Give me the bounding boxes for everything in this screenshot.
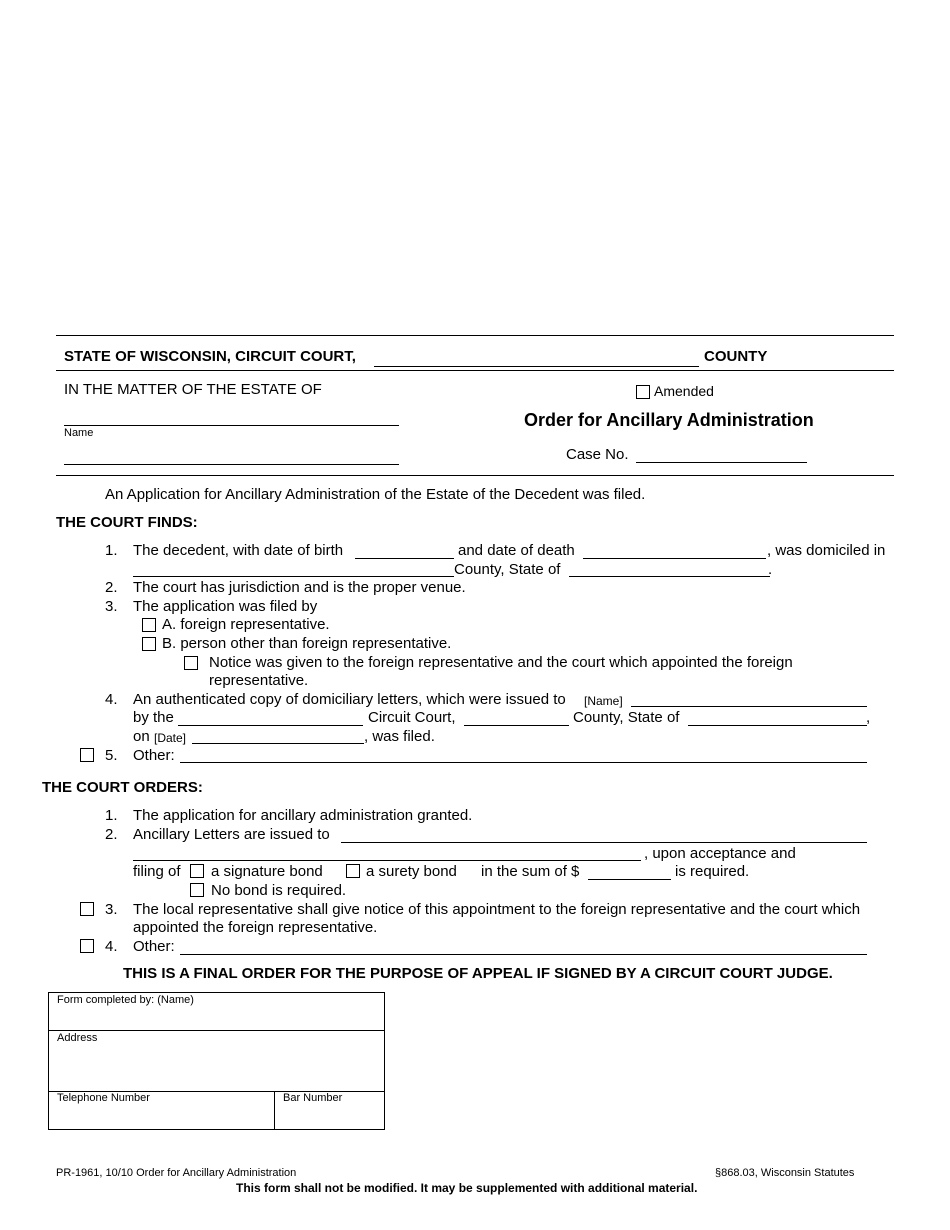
finding-3-number: 3.: [105, 598, 118, 615]
order-2-filing-of: filing of: [133, 863, 181, 880]
case-no-label: Case No.: [566, 446, 629, 463]
finding-1-text-e: .: [768, 561, 773, 578]
finding-4-on: on: [133, 728, 150, 745]
order-1-number: 1.: [105, 807, 118, 824]
completed-by-box: [48, 992, 385, 1130]
statute-reference: §868.03, Wisconsin Statutes: [715, 1167, 855, 1179]
caption-mid-rule: [56, 370, 894, 371]
other-person-checkbox[interactable]: [142, 637, 156, 651]
intro-text: An Application for Ancillary Administration of the Estate of the Decedent was filed.: [105, 486, 646, 503]
order-2-text-b: , upon acceptance and: [644, 845, 796, 862]
date-hint: [Date]: [154, 731, 187, 745]
order-2-text-a: Ancillary Letters are issued to: [133, 826, 330, 843]
name-caption: Name: [64, 427, 94, 439]
order-4-checkbox[interactable]: [80, 939, 94, 953]
domicile-county-field[interactable]: [133, 576, 454, 577]
decedent-name-field[interactable]: [64, 425, 399, 426]
order-4-number: 4.: [105, 938, 118, 955]
letters-issued-to-name-field-2[interactable]: [133, 860, 641, 861]
surety-bond-checkbox[interactable]: [346, 864, 360, 878]
case-no-field[interactable]: [636, 462, 807, 463]
surety-bond-label: a surety bond: [366, 863, 457, 880]
finding-5-label: Other:: [133, 747, 175, 764]
finding-2-text: The court has jurisdiction and is the proper venue.: [133, 579, 466, 596]
final-order-notice: THIS IS A FINAL ORDER FOR THE PURPOSE OF APPEAL IF SIGNED BY A CIRCUIT COURT JUDGE.: [123, 965, 833, 982]
signature-bond-label: a signature bond: [211, 863, 323, 880]
county-label: COUNTY: [704, 348, 768, 365]
finding-5-checkbox[interactable]: [80, 748, 94, 762]
county-name-field[interactable]: [374, 366, 699, 367]
other-person-label: B. person other than foreign representative.: [162, 635, 452, 652]
page-title: Order for Ancillary Administration: [524, 410, 814, 430]
notice-given-checkbox[interactable]: [184, 656, 198, 670]
finding-1-text-d: County, State of: [454, 561, 561, 578]
finding-2-number: 2.: [105, 579, 118, 596]
order-other-field[interactable]: [180, 954, 867, 955]
finding-4-comma: ,: [866, 709, 871, 726]
completed-by-bar-label: Bar Number: [283, 1092, 343, 1104]
domicile-state-field[interactable]: [569, 576, 770, 577]
notice-given-label-1: Notice was given to the foreign representative and the court which appointed the foreign: [209, 654, 793, 671]
letters-issued-to-field[interactable]: [631, 706, 867, 707]
decedent-name-field-2[interactable]: [64, 464, 399, 465]
amended-checkbox[interactable]: [636, 385, 650, 399]
order-1-text: The application for ancillary administration granted.: [133, 807, 473, 824]
finding-4-text-a: An authenticated copy of domiciliary letters, which were issued to: [133, 691, 566, 708]
order-3-text-1: The local representative shall give notice of this appointment to the foreign representative and the court which: [133, 901, 861, 918]
caption-bottom-rule: [56, 475, 894, 476]
finding-3-text: The application was filed by: [133, 598, 318, 615]
form-identifier: PR-1961, 10/10 Order for Ancillary Administration: [56, 1167, 297, 1179]
letters-issued-to-name-field[interactable]: [341, 842, 867, 843]
orders-heading: THE COURT ORDERS:: [42, 779, 203, 796]
issuing-court-field[interactable]: [178, 725, 363, 726]
signature-bond-checkbox[interactable]: [190, 864, 204, 878]
no-bond-checkbox[interactable]: [190, 883, 204, 897]
death-date-field[interactable]: [583, 558, 766, 559]
bond-required-label: is required.: [675, 863, 750, 880]
order-3-text-2: appointed the foreign representative.: [133, 919, 378, 936]
finding-4-number: 4.: [105, 691, 118, 708]
completed-by-name-label: Form completed by: (Name): [57, 994, 194, 1006]
completed-by-divider-1: [48, 1030, 385, 1031]
finding-4-circuit-court: Circuit Court,: [368, 709, 456, 726]
finding-4-by-the: by the: [133, 709, 174, 726]
finding-1-text-c: , was domiciled in: [767, 542, 886, 559]
order-4-label: Other:: [133, 938, 175, 955]
order-2-number: 2.: [105, 826, 118, 843]
findings-heading: THE COURT FINDS:: [56, 514, 198, 531]
foreign-representative-label: A. foreign representative.: [162, 616, 330, 633]
finding-1-text-a: The decedent, with date of birth: [133, 542, 344, 559]
amended-label: Amended: [654, 383, 714, 399]
finding-5-number: 5.: [105, 747, 118, 764]
no-bond-label: No bond is required.: [211, 882, 347, 899]
issuing-county-field[interactable]: [464, 725, 569, 726]
bond-amount-field[interactable]: [588, 879, 671, 880]
foreign-representative-checkbox[interactable]: [142, 618, 156, 632]
estate-matter-label: IN THE MATTER OF THE ESTATE OF: [64, 381, 322, 398]
completed-by-address-label: Address: [57, 1032, 98, 1044]
court-label: STATE OF WISCONSIN, CIRCUIT COURT,: [64, 348, 356, 365]
issuing-state-field[interactable]: [688, 725, 867, 726]
finding-4-was-filed: , was filed.: [364, 728, 435, 745]
finding-1-number: 1.: [105, 542, 118, 559]
caption-top-rule: [56, 335, 894, 336]
order-3-checkbox[interactable]: [80, 902, 94, 916]
bond-sum-label: in the sum of $: [481, 863, 580, 880]
birth-date-field[interactable]: [355, 558, 454, 559]
letters-date-field[interactable]: [192, 743, 364, 744]
finding-1-text-b: and date of death: [458, 542, 575, 559]
completed-by-vertical-divider: [274, 1091, 275, 1130]
completed-by-phone-label: Telephone Number: [57, 1092, 150, 1104]
notice-given-label-2: representative.: [209, 672, 309, 689]
finding-4-county-state: County, State of: [573, 709, 680, 726]
name-hint: [Name]: [584, 694, 623, 708]
modification-notice: This form shall not be modified. It may be supplemented with additional material.: [236, 1181, 698, 1195]
order-3-number: 3.: [105, 901, 118, 918]
finding-other-field[interactable]: [180, 762, 867, 763]
